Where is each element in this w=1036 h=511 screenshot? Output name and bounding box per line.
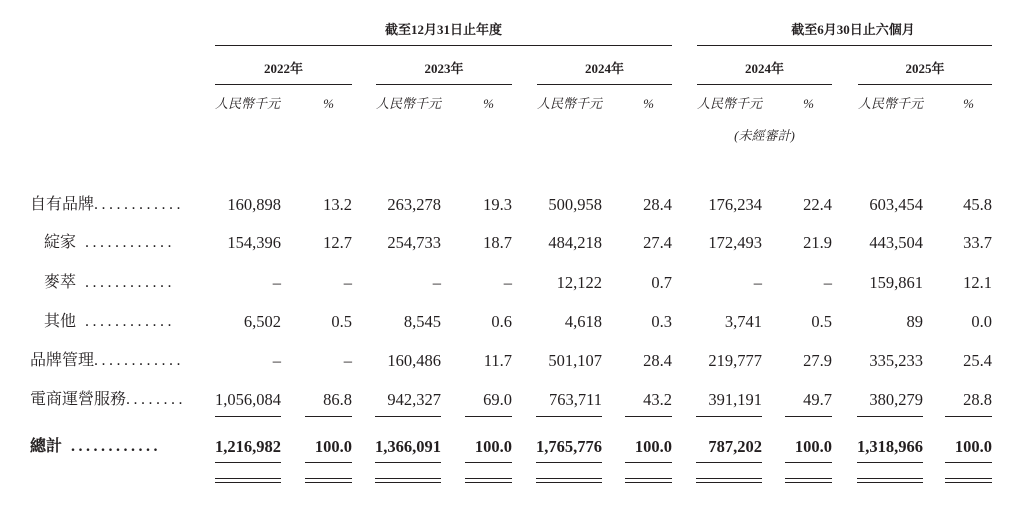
h1-2024-amount-cell: 391,191 [696,390,762,417]
fy2024-percent-cell: 0.3 [651,312,672,331]
h1-2024-percent-cell: 100.0 [785,437,832,463]
fy2024-percent-cell: 28.4 [643,351,672,370]
unit-pct-2023: % [483,96,494,111]
fy2022-amount-cell: 154,396 [227,233,281,252]
h1-2024-amount-cell: 787,202 [696,437,762,463]
h1-2025-amount-cell: 380,279 [857,390,923,417]
row-label-text: 其他 [44,313,77,330]
year-header-2024: 2024年 [584,61,624,76]
fy2023-amount-cell: – [432,273,441,292]
fiscal-year-group-header: 截至12月31日止年度 [384,22,502,37]
leader-dots: ............ [94,196,185,213]
h1-2024-amount-cell: 3,741 [724,312,762,331]
h1-2025-amount-cell: 443,504 [869,233,923,252]
h1-2025-percent-cell: 45.8 [963,195,992,214]
leader-dots: ............ [71,438,162,455]
fy2022-percent-cell: – [343,351,352,370]
row-label-text: 品牌管理 [30,352,95,369]
fy2024-percent-cell: 0.7 [651,273,672,292]
fy2024-amount-cell: 763,711 [536,390,602,417]
fy2022-percent-cell: 0.5 [331,312,352,331]
fy2024-amount-cell: 4,618 [564,312,602,331]
fy2023-amount-cell: 1,366,091 [375,437,441,463]
fy2022-amount-cell: 1,216,982 [215,437,281,463]
row-label-text: 自有品牌 [30,196,95,213]
row-label-text: 綻家 [44,234,77,251]
fy2022-percent-cell: – [343,273,352,292]
fy2023-amount-cell: 8,545 [403,312,441,331]
unit-pct-h1-2024: % [803,96,814,111]
year-rule-2022 [215,84,352,85]
year-rule-h1-2025 [858,84,992,85]
row-label-text: 電商運營服務 [30,391,127,408]
h1-2025-amount-cell: 159,861 [869,273,923,292]
fy2022-amount-cell: 6,502 [243,312,281,331]
fy2022-percent-cell: 86.8 [305,390,352,417]
fy2023-percent-cell: 0.6 [491,312,512,331]
fy2022-amount-cell: – [272,273,281,292]
fy2023-amount-cell: 254,733 [387,233,441,252]
row-label [44,273,175,293]
leader-dots: ............ [85,313,176,330]
fy2024-amount-cell: 501,107 [548,351,602,370]
fy2024-percent-cell: 100.0 [625,437,672,463]
six-month-group-rule [697,45,992,46]
fiscal-year-group-rule [215,45,672,46]
fy2024-percent-cell: 43.2 [625,390,672,417]
h1-2025-amount-cell: 335,233 [869,351,923,370]
fy2023-percent-cell: 100.0 [465,437,512,463]
fy2024-amount-cell: 12,122 [556,273,602,292]
h1-2025-amount-cell: 89 [906,312,923,331]
row-label-text: 總計 [30,438,63,455]
year-header-h1-2024: 2024年 [744,61,784,76]
six-month-group-header: 截至6月30日止六個月 [791,22,915,37]
unit-amount-2023: 人民幣千元 [376,96,442,111]
fy2024-amount-cell: 1,765,776 [536,437,602,463]
h1-2024-amount-cell: 176,234 [708,195,762,214]
unaudited-note: (未經審計) [734,128,795,143]
row-label [30,195,184,215]
h1-2024-amount-cell: 219,777 [708,351,762,370]
h1-2024-percent-cell: – [823,273,832,292]
fy2023-percent-cell: – [503,273,512,292]
row-label [44,312,175,332]
table-row [0,351,1036,371]
fy2023-amount-cell: 160,486 [387,351,441,370]
h1-2024-percent-cell: 0.5 [811,312,832,331]
table-row [0,273,1036,293]
h1-2025-amount-cell: 1,318,966 [857,437,923,463]
year-header-h1-2025: 2025年 [905,61,945,76]
fy2023-percent-cell: 18.7 [483,233,512,252]
h1-2024-percent-cell: 27.9 [803,351,832,370]
fy2023-amount-cell: 263,278 [387,195,441,214]
total-row [0,437,1036,457]
fy2022-amount-cell: 160,898 [227,195,281,214]
leader-dots: ............ [85,234,176,251]
h1-2025-percent-cell: 12.1 [963,273,992,292]
h1-2025-amount-cell: 603,454 [869,195,923,214]
unit-amount-h1-2025: 人民幣千元 [858,96,924,111]
unit-pct-2024: % [643,96,654,111]
h1-2025-percent-cell: 33.7 [963,233,992,252]
fy2024-amount-cell: 484,218 [548,233,602,252]
leader-dots: ........ [126,391,187,408]
year-header-2022: 2022年 [263,61,303,76]
unit-amount-2022: 人民幣千元 [215,96,281,111]
year-rule-2023 [376,84,512,85]
h1-2025-percent-cell: 100.0 [945,437,992,463]
leader-dots: ............ [85,274,176,291]
h1-2025-percent-cell: 25.4 [963,351,992,370]
table-row [0,312,1036,332]
h1-2024-percent-cell: 49.7 [785,390,832,417]
row-label [30,390,186,410]
year-header-2023: 2023年 [424,61,464,76]
unit-pct-h1-2025: % [963,96,974,111]
row-label-text: 麥萃 [44,274,77,291]
leader-dots: ............ [94,352,185,369]
h1-2024-amount-cell: 172,493 [708,233,762,252]
h1-2025-percent-cell: 0.0 [971,312,992,331]
row-label [30,437,161,457]
fy2022-amount-cell: – [272,351,281,370]
unit-amount-2024: 人民幣千元 [537,96,603,111]
fy2022-percent-cell: 13.2 [323,195,352,214]
h1-2024-percent-cell: 21.9 [803,233,832,252]
fy2022-amount-cell: 1,056,084 [215,390,281,417]
fy2023-percent-cell: 69.0 [465,390,512,417]
fy2024-amount-cell: 500,958 [548,195,602,214]
h1-2025-percent-cell: 28.8 [945,390,992,417]
fy2024-percent-cell: 27.4 [643,233,672,252]
h1-2024-percent-cell: 22.4 [803,195,832,214]
row-label [30,351,184,371]
fy2022-percent-cell: 12.7 [323,233,352,252]
fy2023-amount-cell: 942,327 [375,390,441,417]
fy2022-percent-cell: 100.0 [305,437,352,463]
row-label [44,233,175,253]
fy2023-percent-cell: 11.7 [483,351,512,370]
table-row [0,195,1036,215]
table-row [0,390,1036,410]
fy2023-percent-cell: 19.3 [483,195,512,214]
year-rule-2024 [537,84,672,85]
unit-amount-h1-2024: 人民幣千元 [697,96,763,111]
year-rule-h1-2024 [697,84,832,85]
h1-2024-amount-cell: – [753,273,762,292]
fy2024-percent-cell: 28.4 [643,195,672,214]
table-row [0,233,1036,253]
unit-pct-2022: % [323,96,334,111]
